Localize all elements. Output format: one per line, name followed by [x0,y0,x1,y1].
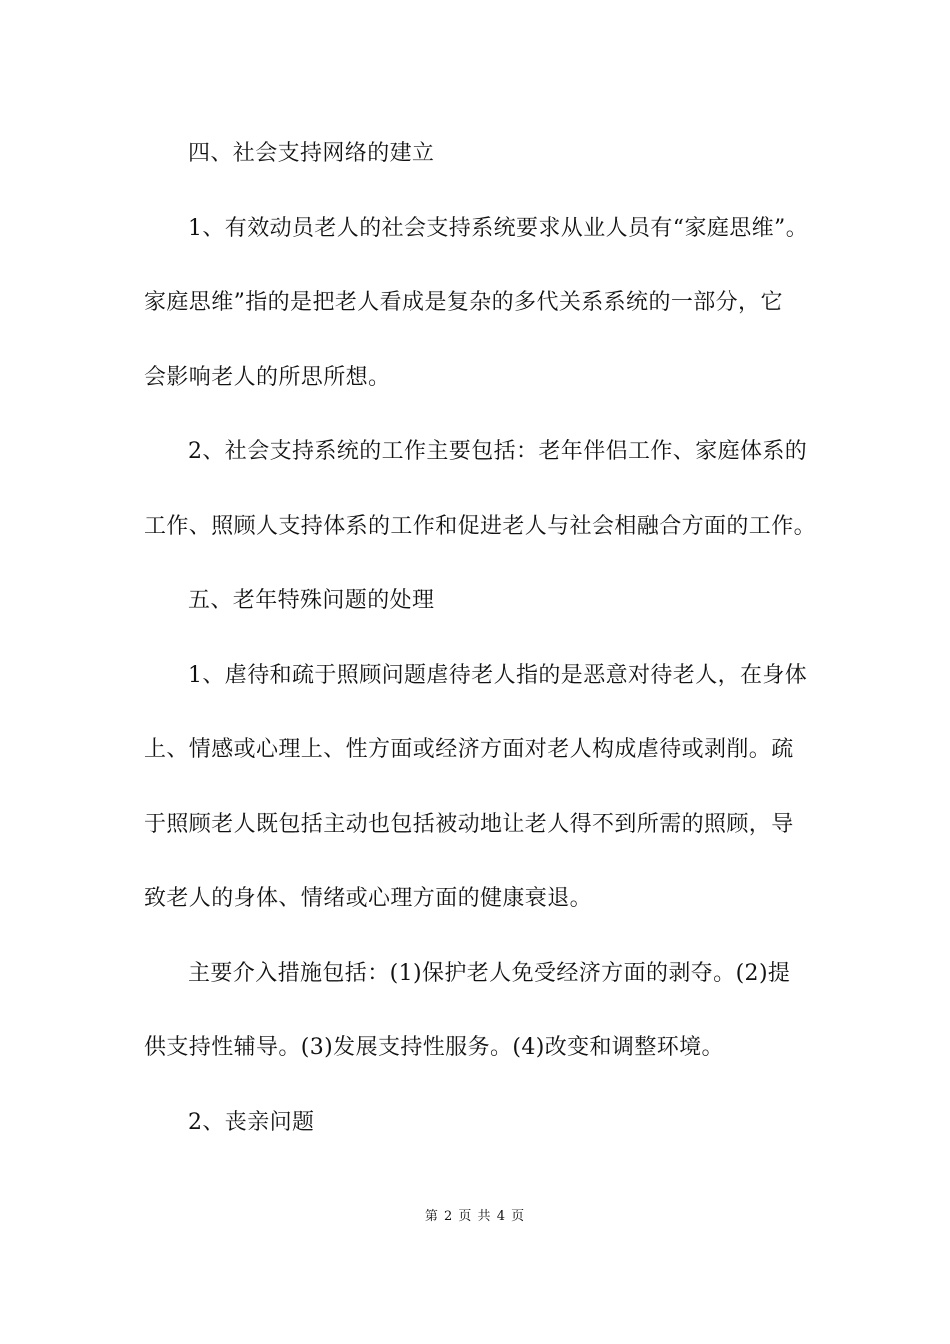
paragraph-line: 2、社会支持系统的工作主要包括：老年伴侣工作、家庭体系的 [188,439,808,464]
paragraph-line: 家庭思维”指的是把老人看成是复杂的多代关系系统的一部分，它 [144,290,783,315]
paragraph-line: 1、虐待和疏于照顾问题虐待老人指的是恶意对待老人，在身体 [188,663,808,688]
paragraph-line: 工作、照顾人支持体系的工作和促进老人与社会相融合方面的工作。 [144,514,817,539]
page-number-footer: 第 2 页 共 4 页 [424,1209,526,1224]
paragraph-line: 主要介入措施包括：(1)保护老人免受经济方面的剥夺。(2)提 [188,961,791,986]
paragraph-line: 上、情感或心理上、性方面或经济方面对老人构成虐待或剥削。疏 [144,737,794,762]
paragraph-line: 致老人的身体、情绪或心理方面的健康衰退。 [144,886,593,911]
section-heading-4: 四、社会支持网络的建立 [188,141,435,166]
subsection-heading: 2、丧亲问题 [188,1110,315,1135]
paragraph-line: 会影响老人的所思所想。 [144,365,391,390]
paragraph-line: 供支持性辅导。(3)发展支持性服务。(4)改变和调整环境。 [144,1035,724,1060]
paragraph-line: 于照顾老人既包括主动也包括被动地让老人得不到所需的照顾，导 [144,812,794,837]
section-heading-5: 五、老年特殊问题的处理 [188,588,435,613]
paragraph-line: 1、有效动员老人的社会支持系统要求从业人员有“家庭思维”。 [188,216,809,241]
